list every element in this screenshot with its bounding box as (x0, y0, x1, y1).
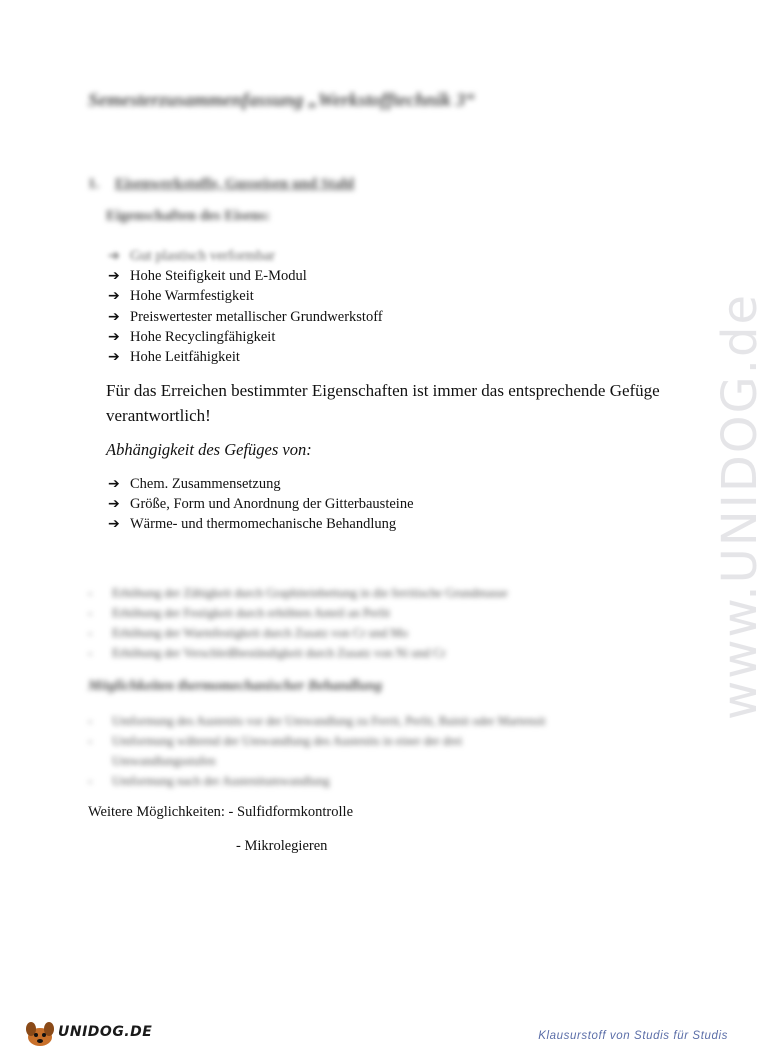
thermo-list (88, 711, 546, 791)
list-item (108, 347, 383, 367)
further-possibility-item: - Mikrolegieren (236, 838, 328, 854)
list-item (108, 514, 414, 534)
arrow-icon: ➔ (108, 268, 120, 285)
list-item-label: Hohe Warmfestigkeit (130, 288, 254, 305)
list-item (108, 327, 383, 347)
dependencies-list (108, 474, 414, 535)
thermo-heading: Möglichkeiten thermomechanischer Behandlung (88, 678, 383, 694)
list-item-label: Größe, Form und Anordnung der Gitterbausteine (130, 496, 414, 513)
list-item: - Erhöhung der Festigkeit durch erhöhten Anteil an Perlit (88, 606, 391, 620)
list-item-label: Hohe Steifigkeit und E-Modul (130, 268, 307, 285)
list-item-label: Hohe Leitfähigkeit (130, 348, 240, 365)
list-item-label: Umwandlungsstufen (112, 754, 216, 768)
list-item-label: Erhöhung der Verschleißbeständigkeit durch Zusatz von Ni und Cr (112, 646, 446, 660)
list-item-label: Umformung des Austenits vor der Umwandlung zu Ferrit, Perlit, Bainit oder Martensit (112, 714, 546, 728)
list-item: - Umformung während der Umwandlung des Austenits in einer der drei (88, 734, 463, 748)
list-item: - Erhöhung der Zähigkeit durch Graphiteinbettung in die ferritische Grundmasse (88, 586, 508, 600)
list-item: - Umformung nach der Austenitumwandlung (88, 774, 330, 788)
list-item-label: Wärme- und thermomechanische Behandlung (130, 516, 397, 533)
list-item (108, 286, 383, 306)
arrow-icon: ➔ (108, 308, 120, 325)
footer-tagline: Klausurstoff von Studis für Studis (538, 1030, 728, 1042)
list-item-label: Erhöhung der Warmfestigkeit durch Zusatz von Cr und Mo (112, 626, 408, 640)
properties-list (108, 246, 383, 367)
list-item (108, 246, 383, 266)
arrow-icon: ➔ (108, 476, 120, 492)
arrow-icon: ➔ (108, 496, 120, 513)
dog-icon (22, 1018, 58, 1048)
list-item: - Erhöhung der Verschleißbeständigkeit durch Zusatz von Ni und Cr (88, 646, 446, 660)
list-item-label: Umformung nach der Austenitumwandlung (112, 774, 330, 788)
list-item (108, 474, 414, 494)
list-item (108, 266, 383, 286)
list-item-label: Preiswertester metallischer Grundwerkstoff (130, 308, 383, 325)
arrow-icon: ➔ (108, 516, 120, 533)
unidog-logo (22, 1018, 162, 1048)
list-item (88, 751, 546, 771)
section-heading (88, 176, 354, 193)
section-title: Eisenwerkstoffe, Gusseisen und Stahl (115, 176, 355, 192)
statement-paragraph: Für das Erreichen bestimmter Eigenschaften ist immer das entsprechende Gefüge verantwortlich! (106, 381, 660, 425)
arrow-icon: ➔ (108, 248, 120, 264)
list-item: - Erhöhung der Warmfestigkeit durch Zusatz von Cr und Mo (88, 626, 408, 640)
list-item-label: Chem. Zusammensetzung (130, 476, 281, 492)
logo-text: UNIDOG.DE (58, 1024, 153, 1040)
arrow-icon: ➔ (108, 288, 120, 305)
dependency-heading: Abhängigkeit des Gefüges von: (106, 440, 312, 459)
list-item-label: Umformung während der Umwandlung des Austenits in einer der drei (112, 734, 463, 748)
list-item (108, 494, 414, 514)
further-possibilities: Weitere Möglichkeiten: - Sulfidformkontrolle (88, 804, 354, 820)
list-item-label: Erhöhung der Zähigkeit durch Graphiteinbettung in die ferritische Grundmasse (112, 586, 508, 600)
watermark-text: www.UNIDOG.de (712, 292, 768, 720)
list-item-label: Hohe Recyclingfähigkeit (130, 328, 276, 345)
section-subtitle: Eigenschaften des Eisens: (106, 208, 271, 224)
arrow-icon: ➔ (108, 348, 120, 365)
document-title: Semesterzusammenfassung „Werkstofftechnik 3“ (88, 90, 475, 111)
list-item: - Umformung des Austenits vor der Umwandlung zu Ferrit, Perlit, Bainit oder Martensit (88, 714, 546, 728)
blurred-list (88, 583, 508, 663)
list-item-label: Gut plastisch verformbar (130, 248, 275, 264)
section-number: 1. (88, 176, 100, 192)
arrow-icon: ➔ (108, 328, 120, 345)
list-item-label: Erhöhung der Festigkeit durch erhöhten Anteil an Perlit (112, 606, 391, 620)
list-item (108, 307, 383, 327)
